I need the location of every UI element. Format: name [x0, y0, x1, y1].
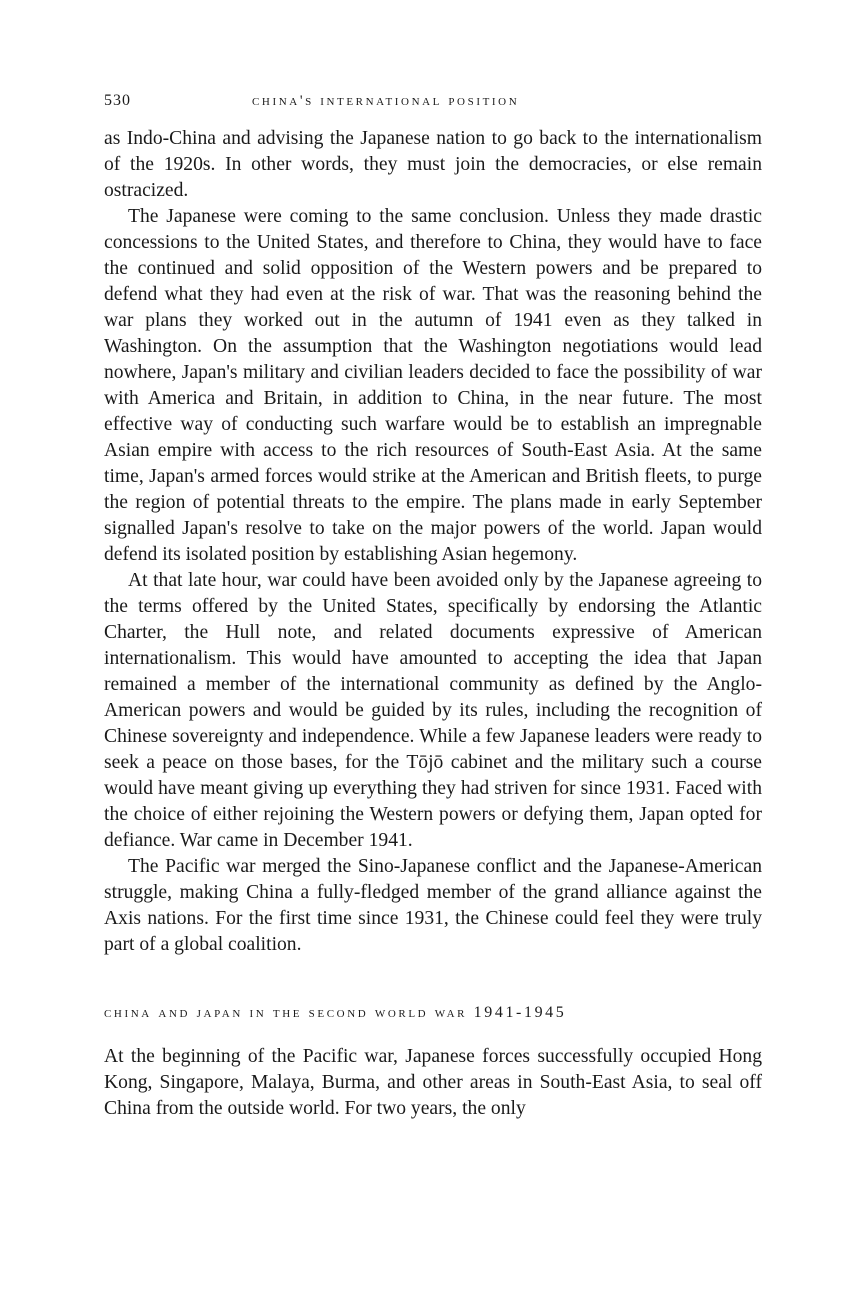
running-title: china's international position	[252, 93, 520, 109]
book-page	[104, 88, 762, 1122]
paragraph-continuation: as Indo-China and advising the Japanese nation to go back to the internationalism of the 1920s. In other words, they must join the democracies, or else remain ostracized.	[104, 128, 762, 201]
paragraph-section-opening: At the beginning of the Pacific war, Japanese forces successfully occupied Hong Kong, Singapore, Malaya, Burma, and other areas in South-East Asia, to seal off China from the outside world. For two years, the only	[104, 1046, 762, 1119]
body-text	[104, 126, 762, 958]
page-number: 530	[104, 92, 131, 109]
paragraph-late-hour: At that late hour, war could have been avoided only by the Japanese agreeing to the terms offered by the United States, specifically by endorsing the Atlantic Charter, the Hull note, and related documents expressive of American internationalism. This would have amounted to accepting the idea that Japan remained a member of the international community as defined by the Anglo-American powers and would be guided by its rules, including the recognition of Chinese sovereignty and independence. While a few Japanese leaders were ready to seek a peace on those bases, for the Tōjō cabinet and the military such a course would have meant giving up everything they had striven for since 1931. Faced with the choice of either rejoining the Western powers or defying them, Japan opted for defiance. War came in December 1941.	[104, 570, 762, 851]
section-heading: china and japan in the second world war 1941-1945	[104, 1004, 567, 1021]
paragraph-pacific-war: The Pacific war merged the Sino-Japanese conflict and the Japanese-American struggle, making China a fully-fledged member of the grand alliance against the Axis nations. For the first time since 1931, the Chinese could feel they were truly part of a global coalition.	[104, 856, 762, 955]
running-head	[104, 88, 762, 116]
paragraph-japanese-conclusion: The Japanese were coming to the same conclusion. Unless they made drastic concessions to the United States, and therefore to China, they would have to face the continued and solid opposition of the Western powers and be prepared to defend what they had even at the risk of war. That was the reasoning behind the war plans they worked out in the autumn of 1941 even as they talked in Washington. On the assumption that the Washington negotiations would lead nowhere, Japan's military and civilian leaders decided to face the possibility of war with America and Britain, in addition to China, in the near future. The most effective way of conducting such warfare would be to establish an impregnable Asian empire with access to the rich resources of South-East Asia. At the same time, Japan's armed forces would strike at the American and British fleets, to purge the region of potential threats to the empire. The plans made in early September signalled Japan's resolve to take on the major powers of the world. Japan would defend its isolated position by establishing Asian hegemony.	[104, 206, 762, 565]
